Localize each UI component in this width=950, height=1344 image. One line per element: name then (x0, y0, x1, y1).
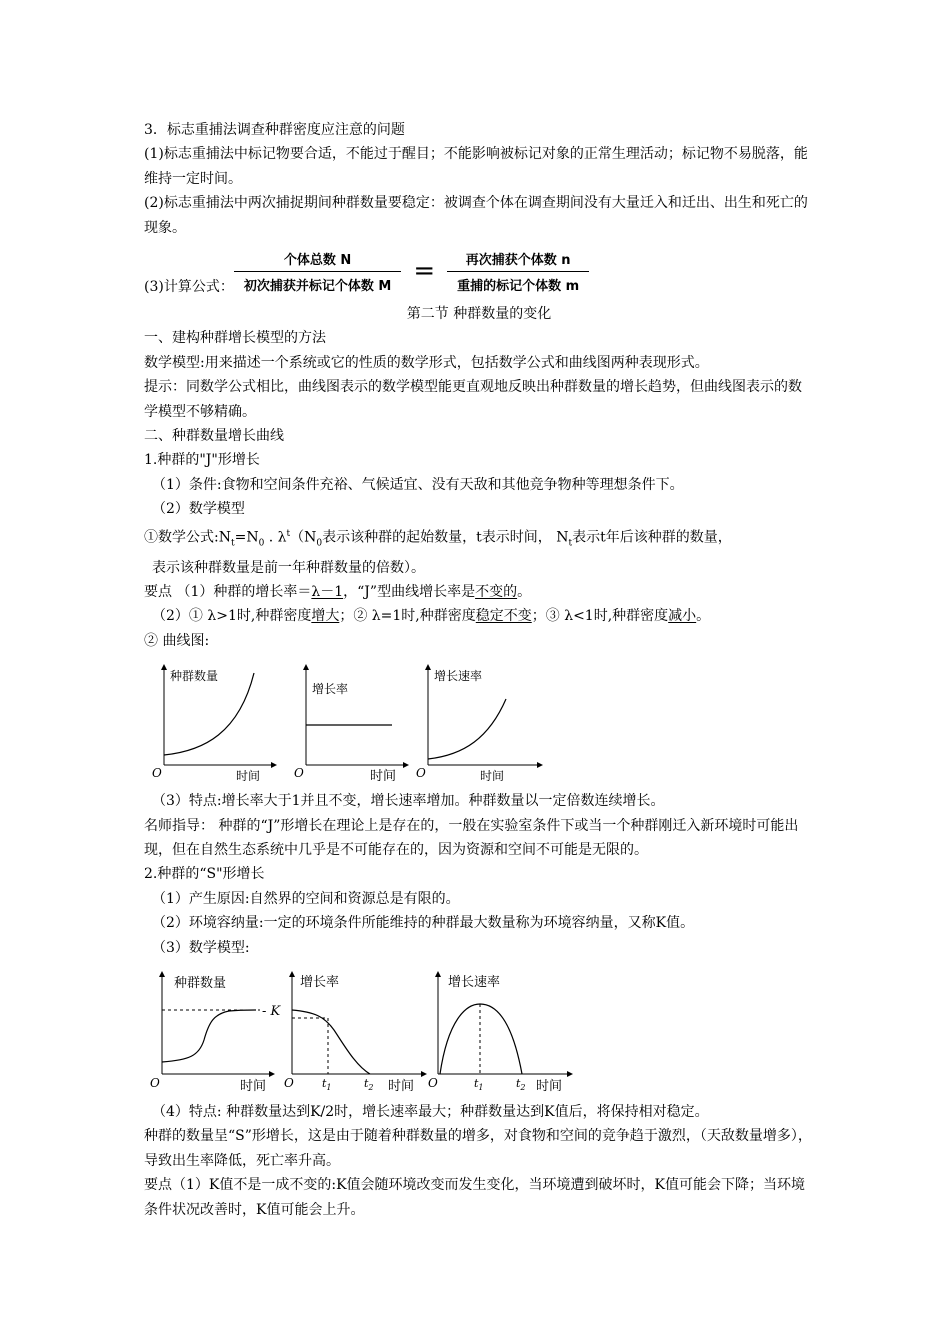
s-growth-speed-chart (428, 974, 570, 1094)
j-fig1-origin: O (152, 766, 162, 781)
j-growth-model: （2）数学模型 (152, 501, 245, 518)
part2-heading: 二、种群数量增长曲线 (144, 428, 284, 445)
j-fig2-x-label: 时间 (370, 769, 397, 782)
s-growth-rate-chart (284, 974, 424, 1094)
j-growth-formula: ①数学公式$:N_t=N_0$ . $\lambda^t(N_0$表示该种群的起始数量，t表示时间， $N_t$表示t年后该种群的数量， (144, 528, 732, 549)
j-fig1-y-label: 种群数量 (170, 669, 219, 684)
j-population-curve (164, 673, 254, 755)
s-feature: （4）特点: 种群数量达到K/2时，增长速率最大；种群数量达到K值后，将保持相对稳定。 (152, 1104, 709, 1121)
j-fig2-y-label: 增长率 (312, 682, 349, 697)
math-model-definition: 数学模型:用来描述一个系统或它的性质的数学形式，包括数学公式和曲线图两种表现形式。 (144, 354, 709, 371)
j-population-chart (152, 667, 274, 781)
j-key-point-1: 要点 （1）种群的增长率＝λ－1，“J”型曲线增长率是不变的。 (144, 583, 532, 600)
s-curves-svg (144, 970, 814, 1094)
s-fig1-x-label: 时间 (240, 1079, 267, 1095)
document-body (144, 118, 814, 1222)
mark-recapture-formula (144, 242, 814, 300)
j-fig2-origin: O (294, 766, 304, 781)
s-fig2-x-label: 时间 (388, 1079, 415, 1095)
formula-right-denominator: 重捕的标记个体数 m (447, 271, 589, 294)
j-curve-label: ② 曲线图: (144, 632, 210, 649)
s-reason: 种群的数量呈“S”形增长，这是由于随着种群数量的增多，对食物和空间的竞争趋于激烈，（天敌数量增多），导致出生率降低，死亡率升高。 (144, 1128, 812, 1169)
s-growth-cause: （1）产生原因:自然界的空间和资源总是有限的。 (152, 890, 460, 907)
s-fig1-origin: O (150, 1076, 160, 1091)
formula-left-denominator: 初次捕获并标记个体数 M (234, 271, 401, 294)
j-growth-formula-cont: 表示该种群数量是前一年种群数量的倍数）。 (152, 559, 425, 576)
formula-right-numerator: 再次捕获个体数 n (465, 252, 571, 268)
j-fig1-x-label: 时间 (236, 769, 261, 782)
j-growth-speed-chart (416, 667, 540, 781)
part1-heading: 一、建构种群增长模型的方法 (144, 330, 326, 347)
section-title: 第二节 种群数量的变化 (406, 306, 552, 323)
s-fig2-t1: $t_1$ (322, 1077, 332, 1093)
math-model-tip: 提示：同数学公式相比，曲线图表示的数学模型能更直观地反映出种群数量的增长趋势，但曲线图表示的数学模型不够精确。 (144, 379, 802, 420)
s-key-point-1: 要点（1）K值不是一成不变的:K值会随环境改变而发生变化，当环境遭到破坏时，K值可能会下降；当环境条件状况改善时，K值可能会上升。 (144, 1177, 805, 1218)
j-growth-speed-curve (428, 699, 506, 759)
s-fig1-y-label: 种群数量 (174, 976, 227, 992)
j-curves-svg (144, 663, 814, 781)
j-growth-rate-chart (294, 667, 406, 781)
s-fig3-t1: $t_1$ (474, 1077, 484, 1093)
s-fig3-origin: O (428, 1076, 438, 1091)
sec3-point1: (1)标志重捕法中标记物要合适，不能过于醒目；不能影响被标记对象的正常生理活动；标记物不易脱落，能维持一定时间。 (144, 146, 808, 187)
s-population-curve (162, 1010, 256, 1062)
j-growth-condition: （1）条件:食物和空间条件充裕、气候适宜、没有天敌和其他竞争物种等理想条件下。 (152, 476, 684, 493)
s-fig3-x-label: 时间 (536, 1079, 563, 1095)
sec3-title: 3．标志重捕法调查种群密度应注意的问题 (144, 122, 405, 138)
sec3-point2: (2)标志重捕法中两次捕捉期间种群数量要稳定：被调查个体在调查期间没有大量迁入和迁出、出生和死亡的现象。 (144, 195, 808, 236)
s-k-label: - K (262, 1004, 281, 1020)
s-fig3-t2: $t_2$ (516, 1077, 526, 1093)
j-fig3-x-label: 时间 (480, 769, 505, 782)
j-curve-figures (144, 663, 814, 781)
s-growth-rate-curve (292, 1010, 370, 1074)
j-feature: （3）特点:增长率大于1并且不变，增长速率增加。种群数量以一定倍数连续增长。 (152, 793, 665, 810)
formula-label: (3)计算公式： (144, 279, 234, 296)
j-key-point-2: （2）① λ>1时,种群密度增大；② λ=1时,种群密度稳定不变；③ λ<1时,种群密度减小。 (152, 608, 711, 625)
j-fig3-y-label: 增长速率 (434, 669, 483, 684)
formula-right-fraction (447, 249, 589, 294)
j-teacher-note: 名师指导： 种群的“J”形增长在理论上是存在的，一般在实验室条件下或当一个种群刚迁入新环境时可能出现，但在自然生态系统中几乎是不可能存在的，因为资源和空间不可能是无限的。 (144, 817, 799, 858)
s-growth-speed-curve (440, 1004, 522, 1074)
j-growth-title: 1.种群的"J"形增长 (144, 452, 260, 469)
s-curve-figures (144, 970, 814, 1094)
formula-left-numerator: 个体总数 N (283, 252, 352, 268)
s-fig2-t2: $t_2$ (364, 1077, 374, 1093)
s-growth-model: （3）数学模型: (152, 939, 250, 956)
formula-equals: = (413, 256, 436, 287)
s-growth-capacity: （2）环境容纳量:一定的环境条件所能维持的种群最大数量称为环境容纳量，又称K值。 (152, 915, 695, 932)
formula-left-fraction (234, 249, 401, 294)
s-fig2-origin: O (284, 1076, 294, 1091)
j-fig3-origin: O (416, 766, 426, 781)
s-fig3-y-label: 增长速率 (448, 975, 501, 991)
s-growth-title: 2.种群的“S"形增长 (144, 866, 265, 883)
s-fig2-y-label: 增长率 (300, 975, 340, 991)
s-population-chart (150, 974, 282, 1094)
